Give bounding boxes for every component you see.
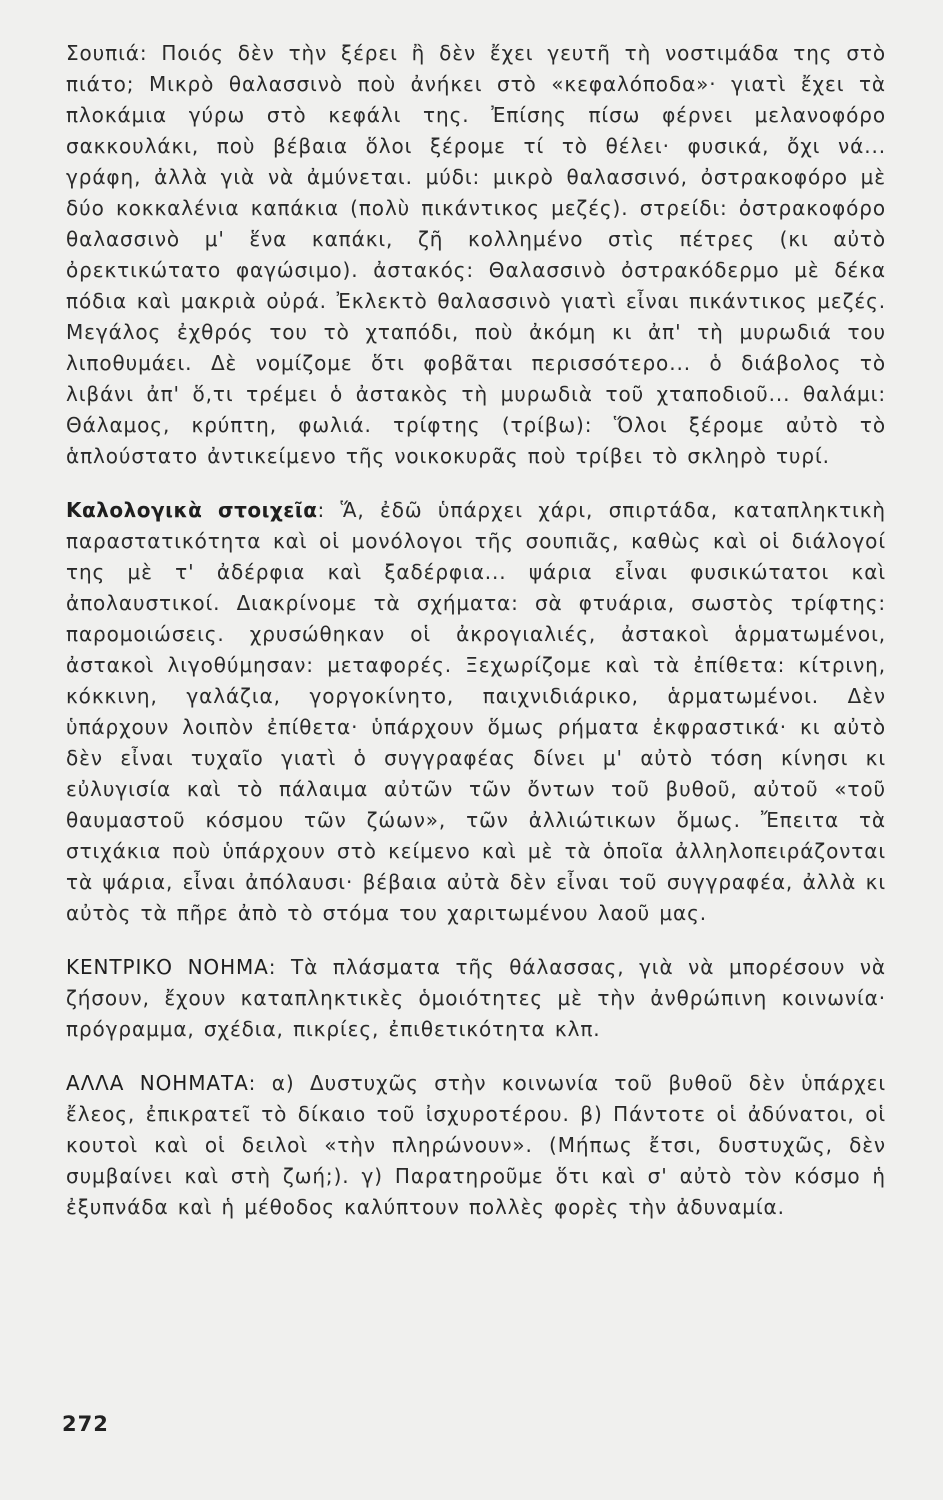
paragraph-heading: ΚΕΝΤΡΙΚΟ ΝΟΗΜΑ: [66, 955, 269, 979]
paragraph-text: : Ἅ, ἐδῶ ὑπάρχει χάρι, σπιρτάδα, καταπληκτικὴ παραστατικότητα καὶ οἱ μονόλογοι τῆς σουπιᾶς, καθὼς καὶ οἱ διάλογοί της μὲ τ' ἀδέρφια καὶ ξαδέρφια... ψάρια εἶναι φυσικώτατοι καὶ ἀπολαυστικοί. Διακρίνομε τὰ σχήματα: σὰ φτυάρια, σωστὸς τρίφτης: παρομοιώσεις. χρυσώθηκαν οἱ ἀκρογιαλιές, ἀστακοὶ ἁρματωμένοι, ἀστακοὶ λιγοθύμησαν: μεταφορές. Ξεχωρίζομε καὶ τὰ ἐπίθετα: κίτρινη, κόκκινη, γαλάζια, γοργοκίνητο, παιχνιδιάρικο, ἁρματωμένοι. Δὲν ὑπάρχουν λοιπὸν ἐπίθετα· ὑπάρχουν ὅμως ρήματα ἐκφραστικά· κι αὐτὸ δὲν εἶναι τυχαῖο γιατὶ ὁ συγγραφέας δίνει μ' αὐτὸ τόση κίνησι κι εὐλυγισία καὶ τὸ πάλαιμα αὐτῶν τῶν ὄντων τοῦ βυθοῦ, αὐτοῦ «τοῦ θαυμαστοῦ κόσμου τῶν ζώων», τῶν ἀλλιώτικων ὅμως. Ἔπειτα τὰ στιχάκια ποὺ ὑπάρχουν στὸ κείμενο καὶ μὲ τὰ ὁποῖα ἀλληλοπειράζονται τὰ ψάρια, εἶναι ἀπόλαυσι· βέβαια αὐτὰ δὲν εἶναι τοῦ συγγραφέα, ἀλλὰ κι αὐτὸς τὰ πῆρε ἀπὸ τὸ στόμα του χαριτωμένου λαοῦ μας.: [66, 498, 886, 925]
page-number: 272: [62, 1412, 109, 1436]
page-body: [66, 38, 886, 1223]
paragraph-central-meaning: [66, 952, 886, 1045]
paragraph-heading: Καλολογικὰ στοιχεῖα: [66, 498, 318, 522]
paragraph-text: Σουπιά: Ποιός δὲν τὴν ξέρει ἢ δὲν ἔχει γευτῆ τὴ νοστιμάδα της στὸ πιάτο; Μικρὸ θαλασσινὸ ποὺ ἀνήκει στὸ «κεφαλόποδα»· γιατὶ ἔχει τὰ πλοκάμια γύρω στὸ κεφάλι της. Ἐπίσης πίσω φέρνει μελανοφόρο σακκουλάκι, ποὺ βέβαια ὅλοι ξέρομε τί τὸ θέλει· φυσικά, ὄχι νά... γράφη, ἀλλὰ γιὰ νὰ ἀμύνεται. μύδι: μικρὸ θαλασσινό, ὀστρακοφόρο μὲ δύο κοκκαλένια καπάκια (πολὺ πικάντικος μεζές). στρείδι: ὀστρακοφόρο θαλασσινὸ μ' ἕνα καπάκι, ζῆ κολλημένο στὶς πέτρες (κι αὐτὸ ὀρεκτικώτατο φαγώσιμο). ἀστακός: Θαλασσινὸ ὀστρακόδερμο μὲ δέκα πόδια καὶ μακριὰ οὐρά. Ἐκλεκτὸ θαλασσινὸ γιατὶ εἶναι πικάντικος μεζές. Μεγάλος ἐχθρός του τὸ χταπόδι, ποὺ ἀκόμη κι ἀπ' τὴ μυρωδιά του λιποθυμάει. Δὲ νομίζομε ὅτι φοβᾶται περισσότερο... ὁ διάβολος τὸ λιβάνι ἀπ' ὅ,τι τρέμει ὁ ἀστακὸς τὴ μυρωδιὰ τοῦ χταποδιοῦ... θαλάμι: Θάλαμος, κρύπτη, φωλιά. τρίφτης (τρίβω): Ὅλοι ξέρομε αὐτὸ τὸ ἁπλούστατο ἀντικείμενο τῆς νοικοκυρᾶς ποὺ τρίβει τὸ σκληρὸ τυρί.: [66, 41, 886, 468]
paragraph-glossary: [66, 38, 886, 472]
paragraph-text: : Τὰ πλάσματα τῆς θάλασσας, γιὰ νὰ μπορέσουν νὰ ζήσουν, ἔχουν καταπληκτικὲς ὁμοιότητες μὲ τὴν ἀνθρώπινη κοινωνία· πρόγραμμα, σχέδια, πικρίες, ἐπιθετικότητα κλπ.: [66, 955, 886, 1041]
paragraph-other-meanings: [66, 1068, 886, 1223]
paragraph-text: : α) Δυστυχῶς στὴν κοινωνία τοῦ βυθοῦ δὲν ὑπάρχει ἔλεος, ἐπικρατεῖ τὸ δίκαιο τοῦ ἰσχυροτέρου. β) Πάντοτε οἱ ἀδύνατοι, οἱ κουτοὶ καὶ οἱ δειλοὶ «τὴν πληρώνουν». (Μήπως ἔτσι, δυστυχῶς, δὲν συμβαίνει καὶ στὴ ζωή;). γ) Παρατηροῦμε ὅτι καὶ σ' αὐτὸ τὸν κόσμο ἡ ἐξυπνάδα καὶ ἡ μέθοδος καλύπτουν πολλὲς φορὲς τὴν ἀδυναμία.: [66, 1071, 886, 1219]
paragraph-literary-elements: [66, 495, 886, 929]
paragraph-heading: ΑΛΛΑ ΝΟΗΜΑΤΑ: [66, 1071, 249, 1095]
